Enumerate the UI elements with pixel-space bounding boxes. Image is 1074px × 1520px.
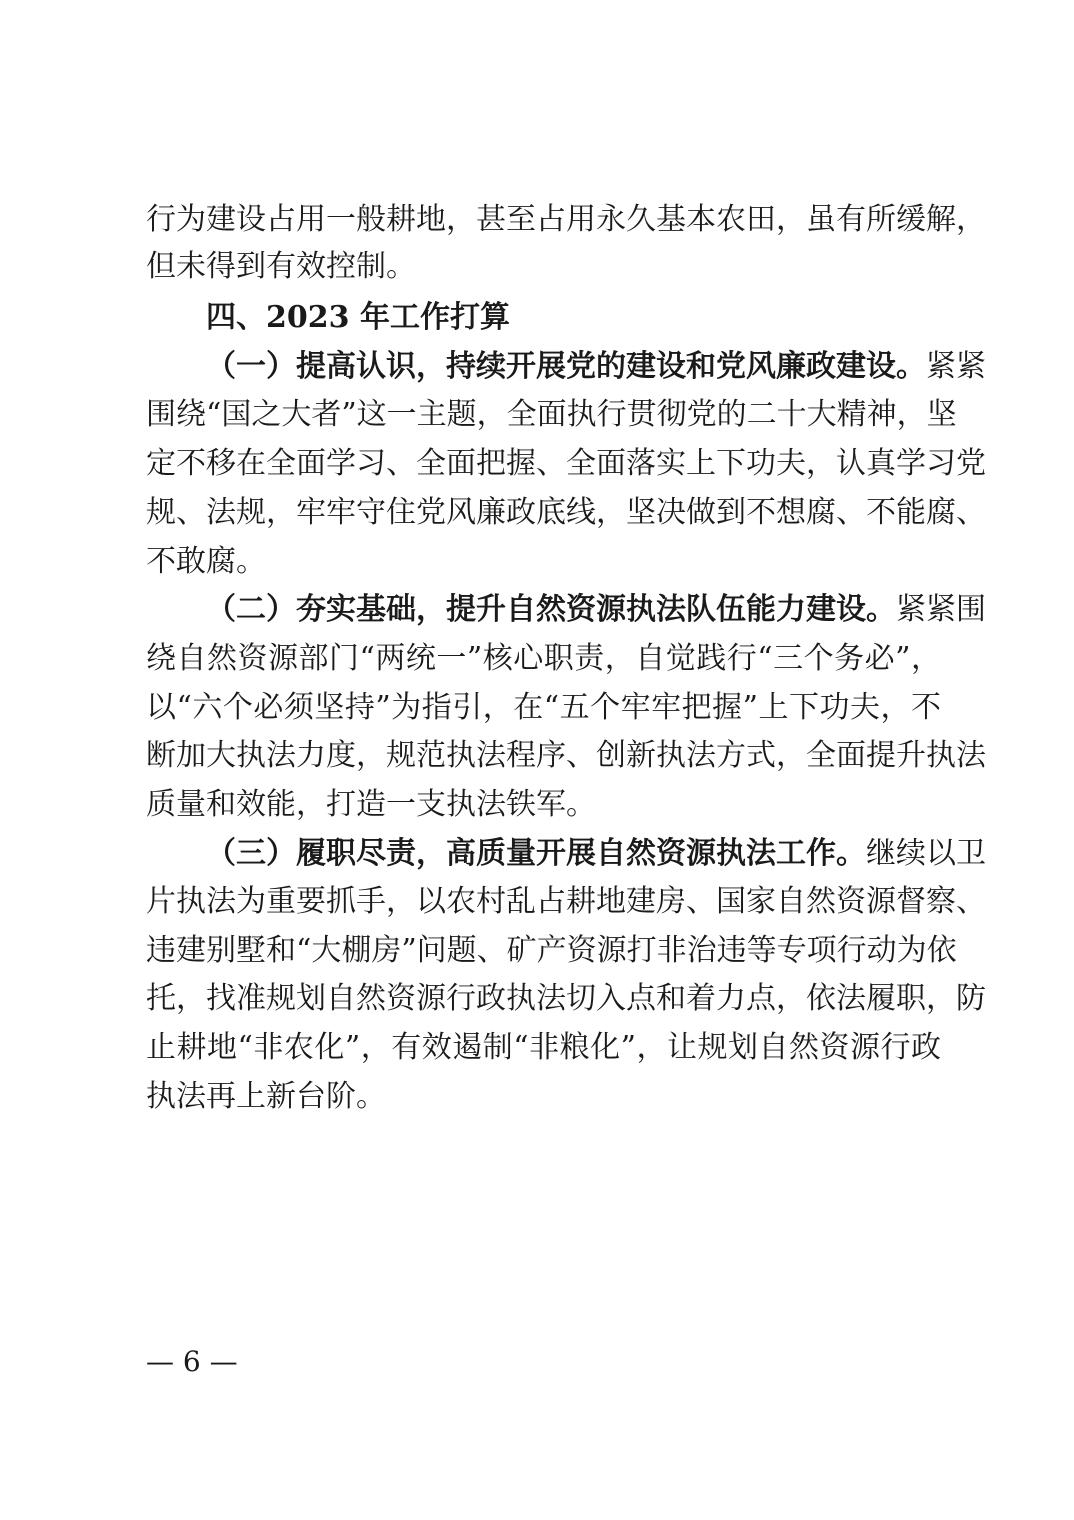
body-line: 执法再上新台阶。 <box>146 1079 386 1114</box>
subsection-1-title: （一）提高认识，持续开展党的建设和党风廉政建设。 <box>206 349 926 384</box>
body-line: 不敢腐。 <box>146 544 266 579</box>
subsection-2-first-line <box>206 590 986 630</box>
subsection-2-title: （二）夯实基础，提升自然资源执法队伍能力建设。 <box>206 592 896 627</box>
body-line: 定不移在全面学习、全面把握、全面落实上下功夫，认真学习党 <box>146 446 986 481</box>
body-line: 绕自然资源部门“两统一”核心职责，自觉践行“三个务必”， <box>146 641 941 676</box>
body-line: 片执法为重要抓手，以农村乱占耕地建房、国家自然资源督察、 <box>146 884 986 919</box>
body-line: 违建别墅和“大棚房”问题、矿产资源打非治违等专项行动为依 <box>146 933 957 968</box>
body-line: 围绕“国之大者”这一主题，全面执行贯彻党的二十大精神，坚 <box>146 397 957 432</box>
subsection-2-text: 紧紧围 <box>896 592 986 627</box>
subsection-1-text: 紧紧 <box>926 349 986 384</box>
body-line: 规、法规，牢牢守住党风廉政底线，坚决做到不想腐、不能腐、 <box>146 495 986 530</box>
body-line: 但未得到有效控制。 <box>146 249 416 284</box>
subsection-1-first-line <box>206 347 986 387</box>
body-line: 行为建设占用一般耕地，甚至占用永久基本农田，虽有所缓解， <box>146 202 986 237</box>
body-line: 托，找准规划自然资源行政执法切入点和着力点，依法履职，防 <box>146 981 986 1016</box>
page-number: — 6 — <box>146 1345 238 1378</box>
subsection-3-title: （三）履职尽责，高质量开展自然资源执法工作。 <box>206 836 866 871</box>
subsection-3-text: 继续以卫 <box>866 836 986 871</box>
section-heading: 四、2023 年工作打算 <box>206 300 510 335</box>
body-line: 断加大执法力度，规范执法程序、创新执法方式，全面提升执法 <box>146 738 986 773</box>
body-line: 止耕地“非农化”，有效遏制“非粮化”，让规划自然资源行政 <box>146 1030 941 1065</box>
body-line: 质量和效能，打造一支执法铁军。 <box>146 787 596 822</box>
subsection-3-first-line <box>206 834 986 874</box>
body-line: 以“六个必须坚持”为指引，在“五个牢牢把握”上下功夫，不 <box>146 690 941 725</box>
